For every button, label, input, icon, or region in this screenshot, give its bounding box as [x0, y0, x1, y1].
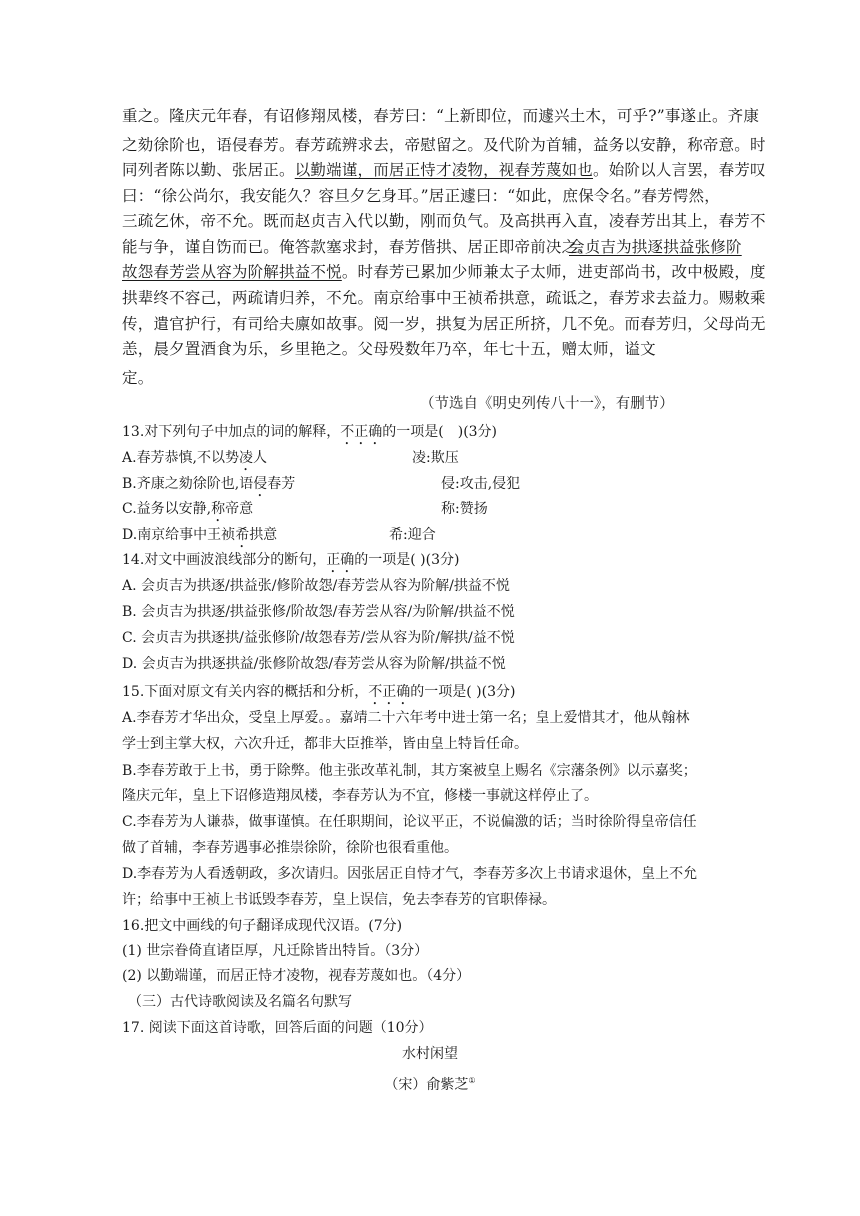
passage-line: 之劾徐阶也，语侵春芳。春芳疏辨求去，帝慰留之。及代阶为首辅，益务以安静，称帝意。时: [122, 136, 766, 154]
q14-option-c: C. 会贞吉为拱逐拱/益张修阶/故怨春芳/尝从容为阶/解拱/益不悦: [122, 630, 515, 646]
q14-stem: 14.对文中画波浪线部分的断句，正确的一项是( )(3分): [122, 552, 460, 568]
q14-option-a: A. 会贞吉为拱逐/拱益张/修阶故怨/春芳尝从容为阶解/拱益不悦: [122, 578, 510, 594]
q15-stem: 15.下面对原文有关内容的概括和分析，不正确的一项是( )(3分): [122, 684, 516, 700]
passage-line: 定。: [122, 369, 154, 387]
q15-option-text: C.李春芳为人谦恭，做事谨慎。在任职期间，论议平正，不说偏激的话；当时徐阶得皇帝信任: [122, 814, 697, 830]
q13-option-d: D.南京给事中王祯希拱意: [122, 527, 278, 543]
poem-author: （宋）俞紫芝①: [384, 1076, 476, 1093]
passage-source: （节选自《明史列传八十一》，有删节）: [420, 396, 674, 412]
footnote-marker: ①: [468, 1076, 476, 1085]
q13-option-a: A.春芳恭慎,不以势凌人: [122, 450, 268, 466]
passage-line: 恙，晨夕置酒食为乐，乡里艳之。父母殁数年乃卒，年七十五，赠太师，谥文: [122, 340, 656, 358]
q13-option-b: B.齐康之劾徐阶也,语侵春芳: [122, 476, 296, 492]
q13-gloss-b: 侵:攻击,侵犯: [441, 476, 521, 492]
poem-title: 水村闲望: [402, 1046, 458, 1062]
q14-option-b: B. 会贞吉为拱逐/拱益张修/阶故怨/春芳尝从容/为阶解/拱益不悦: [122, 604, 515, 620]
q16-item: (2) 以勤端谨，而居正恃才凌物，视春芳蔑如也。（4分）: [122, 968, 471, 984]
q13-option-c: C.益务以安静,称帝意: [122, 501, 254, 517]
passage-line: 传，遣官护行，有司给夫廪如故事。阅一岁，拱复为居正所挤，几不免。而春芳归，父母尚无: [122, 315, 766, 333]
passage-line: 曰：“徐公尚尔，我安能久？容旦夕乞身耳。”居正遽曰：“如此，庶保令名。”春芳愕然，: [122, 187, 720, 205]
q16-item: (1) 世宗眷倚直诸臣厚，凡迁除皆出特旨。（3分）: [122, 943, 429, 959]
passage-line: 三疏乞休，帝不允。既而赵贞吉入代以勤，刚而负气。及高拱再入直，凌春芳出其上，春芳不: [122, 212, 766, 230]
wavy-sentence-part1: 会贞吉为拱逐拱益张修阶: [569, 238, 742, 256]
section-heading: （三）古代诗歌阅读及名篇名句默写: [128, 994, 352, 1010]
passage-line: 故怨春芳尝从容为阶解拱益不悦。时春芳已累加少师兼太子太师，进吏部尚书，改中极殿，度: [122, 263, 766, 281]
q15-option-text: 学士到主掌大权，六次升迁，都非大臣推举，皆由皇上特旨任命。: [122, 736, 528, 752]
underlined-sentence: 以勤端谨，而居正恃才凌物，视春芳蔑如也: [294, 161, 594, 179]
wavy-sentence-part2: 故怨春芳尝从容为阶解拱益不悦: [122, 263, 342, 281]
passage-line: 拱辈终不容己，两疏请归养，不允。南京给事中王祯希拱意，疏诋之，春芳求去益力。赐敕乘: [122, 289, 766, 307]
q15-option-text: 隆庆元年，皇上下诏修造翔凤楼，李春芳认为不宜，修楼一事就这样停止了。: [122, 788, 598, 804]
q13-gloss-c: 称:赞扬: [441, 501, 488, 517]
passage-line: 重之。隆庆元年春，有诏修翔凤楼，春芳曰：“上新即位，而遽兴土木，可乎?”事遂止。齐康: [122, 107, 760, 125]
passage-line: 同列者陈以勤、张居正。以勤端谨，而居正恃才凌物，视春芳蔑如也。始阶以人言罢，春芳叹: [122, 161, 766, 179]
q17-stem: 17. 阅读下面这首诗歌，回答后面的问题（10分）: [122, 1020, 433, 1036]
q13-stem: 13.对下列句子中加点的词的解释，不正确的一项是( )(3分): [122, 424, 498, 440]
q14-option-d: D. 会贞吉为拱逐拱益/张修阶故怨/春芳尝从容为阶解/拱益不悦: [122, 656, 506, 672]
q13-gloss-a: 凌:欺压: [412, 450, 459, 466]
q13-gloss-d: 希:迎合: [389, 527, 436, 543]
passage-line: 能与争，谨自饬而已。俺答款塞求封，春芳偕拱、居正即帝前决之。: [122, 238, 594, 256]
q15-option-text: B.李春芳敢于上书，勇于除弊。他主张改革礼制，其方案被皇上赐名《宗藩条例》以示嘉奖；: [122, 763, 697, 779]
q15-option-text: A.李春芳才华出众，受皇上厚爱。。嘉靖二十六年考中进士第一名；皇上爱惜其才，他从翰林: [122, 710, 690, 726]
q15-option-text: D.李春芳为人看透朝政，多次请归。因张居正自恃才气，李春芳多次上书请求退休，皇上不允: [122, 866, 698, 882]
q15-option-text: 许；给事中王祯上书诋毁李春芳，皇上误信，免去李春芳的官职俸禄。: [122, 892, 556, 908]
q16-stem: 16.把文中画线的句子翻译成现代汉语。(7分): [122, 918, 403, 934]
q15-option-text: 做了首辅，李春芳遇事必推崇徐阶，徐阶也很看重他。: [122, 840, 458, 856]
